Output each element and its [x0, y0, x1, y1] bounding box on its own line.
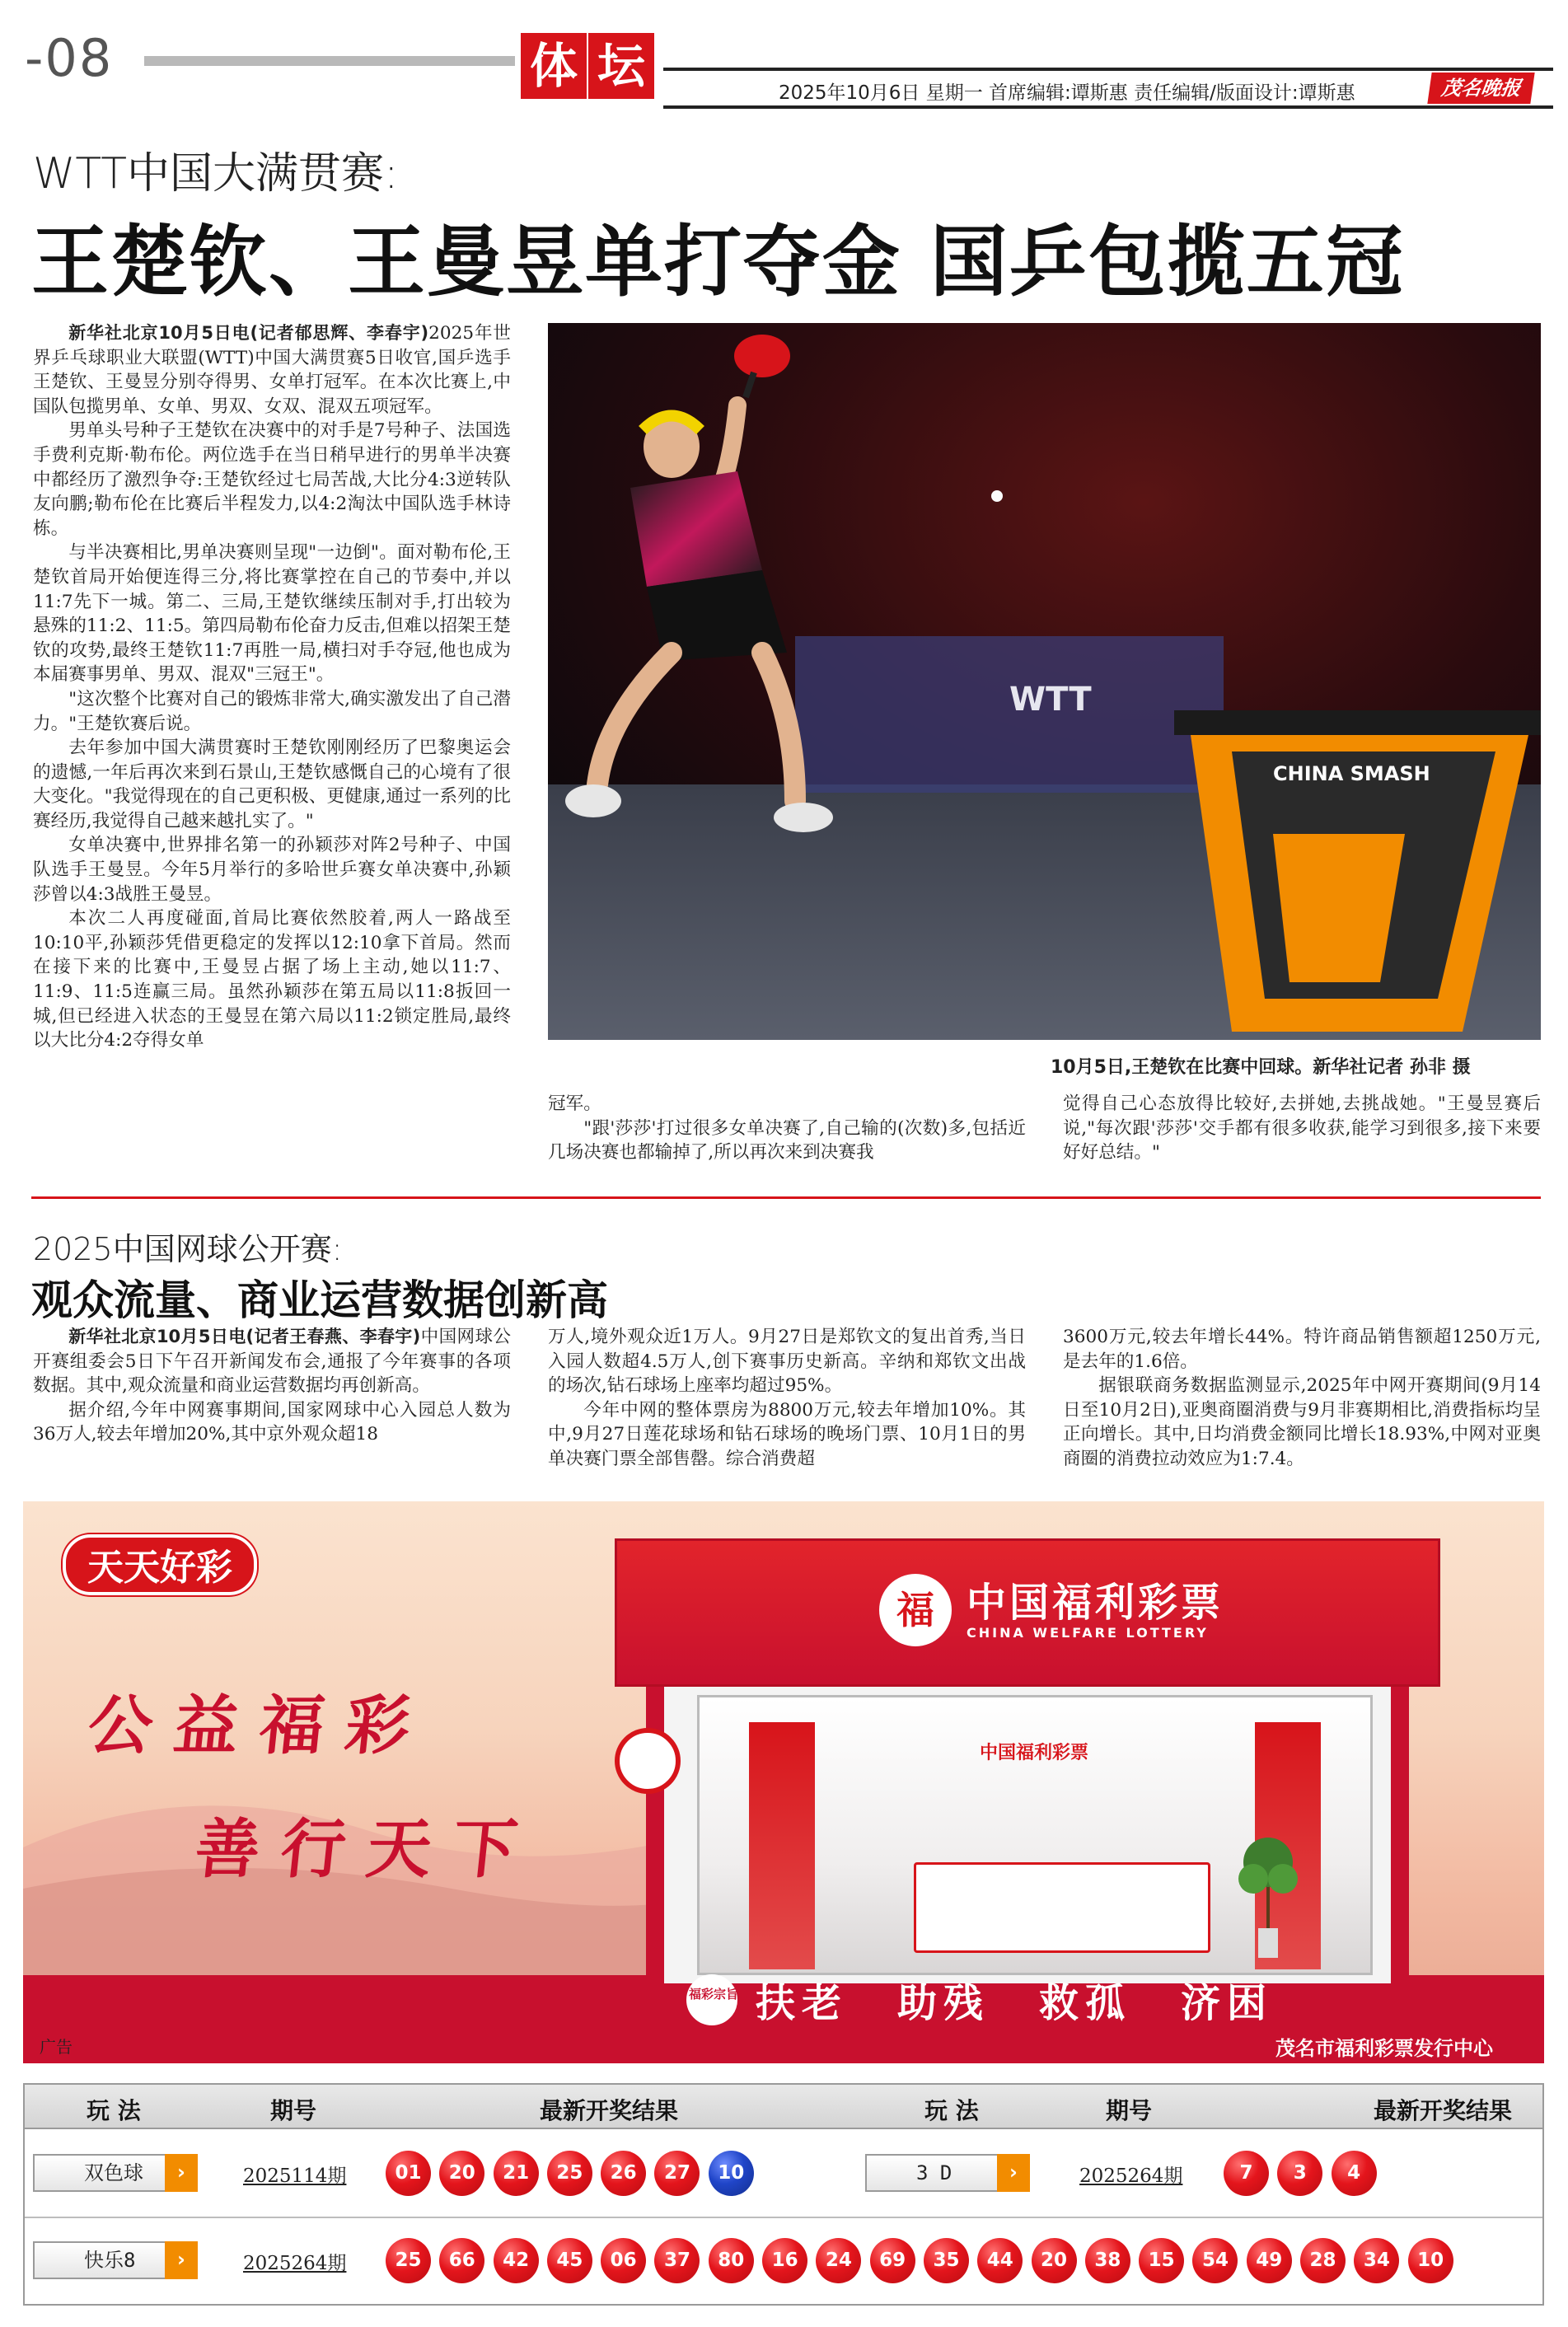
lead-paragraph: "这次整个比赛对自己的锻炼非常大,确实激发出了自己潜力。"王楚钦赛后说。: [33, 688, 511, 734]
red-ball: 16: [762, 2238, 807, 2283]
value-item: 扶老: [756, 1980, 849, 2026]
photo-caption: 10月5日,王楚钦在比赛中回球。新华社记者 孙非 摄: [1051, 1057, 1471, 1078]
header-rule: [144, 56, 515, 66]
red-ball: 28: [1300, 2238, 1346, 2283]
lead-column-right: [1063, 1092, 1541, 1165]
red-ball: 01: [386, 2151, 431, 2196]
lead-paragraph: 男单头号种子王楚钦在决赛中的对手是7号种子、法国选手费利克斯·勒布伦。两位选手在当日稍早进行的男单半决赛中都经历了激烈争夺:王楚钦经过七局苦战,大比分4:3逆转队友向鹏;勒布伦在比赛后半程发力,以4:2淘汰中国队选手林诗栋。: [33, 420, 511, 539]
red-ball: 49: [1247, 2238, 1292, 2283]
store-counter: [914, 1862, 1210, 1953]
red-ball: 10: [1408, 2238, 1453, 2283]
second-paragraph: 今年中网的整体票房为8800万元,较去年增加10%。其中,9月27日莲花球场和钻石球场的晚场门票、10月1日的男单决赛门票全部售罄。综合消费超: [548, 1399, 1026, 1469]
section-title: [521, 33, 653, 107]
section-char-1: 体: [521, 33, 587, 99]
red-ball: 20: [439, 2151, 484, 2196]
lead-paragraph: 去年参加中国大满贯赛时王楚钦刚刚经历了巴黎奥运会的遗憾,一年后再次来到石景山,王楚钦感慨自己的心境有了很大变化。"我觉得现在的自己更积极、更健康,通过一系列的比赛经历,我觉得自己越来越扎实了。": [33, 737, 511, 831]
second-byline: 新华社北京10月5日电(记者王春燕、李春宇): [68, 1327, 421, 1346]
header-result: 最新开奖结果: [540, 2097, 679, 2124]
value-item: 助残: [897, 1980, 990, 2026]
lottery-table-header: [25, 2085, 1542, 2129]
red-ball: 80: [709, 2238, 754, 2283]
store-name-cn: 中国福利彩票: [967, 1579, 1224, 1626]
threed-numbers: [1224, 2151, 1385, 2196]
red-ball: 25: [547, 2151, 592, 2196]
store-round-sign: [615, 1728, 681, 1794]
lottery-advertisement: [23, 1501, 1544, 2063]
red-ball: 7: [1224, 2151, 1269, 2196]
store-wall-logo: 中国福利彩票: [980, 1743, 1089, 1763]
red-ball: 38: [1085, 2238, 1130, 2283]
lead-paragraph: 与半决赛相比,男单决赛则呈现"一边倒"。面对勒布伦,王楚钦首局开始便连得三分,将比赛掌控在自己的节奏中,并以11:7先下一城。第二、三局,王楚钦继续压制对手,打出较为悬殊的11:2、11:5。第四局勒布伦奋力反击,但难以招架王楚钦的攻势,最终王楚钦11:7再胜一局,横扫对手夺冠,他也成为本届赛事男单、男双、混双"三冠王"。: [33, 542, 511, 686]
store-logo: [879, 1574, 1224, 1646]
lead-paragraph-text: 2025年世界乒乓球职业大联盟(WTT)中国大满贯赛5日收官,国乒选手王楚钦、王曼昱分别夺得男、女单打冠军。在本次比赛上,中国队包揽男单、女单、男双、女双、混双五项冠军。: [33, 323, 511, 417]
lead-paragraph: "跟'莎莎'打过很多女单决赛了,自己输的(次数)多,包括近几场决赛也都输掉了,所以再次来到决赛我: [548, 1117, 1026, 1164]
issue-meta: 2025年10月6日 星期一 首席编辑:谭斯惠 责任编辑/版面设计:谭斯惠: [779, 82, 1355, 104]
lead-column-middle: [548, 1092, 1026, 1165]
second-paragraph: 据银联商务数据监测显示,2025年中网开赛期间(9月14日至10月2日),亚奥商圈消费与9月非赛期相比,消费指标均呈正向增长。其中,日均消费金额同比增长18.93%,中网对亚奥商圈的消费拉动效应为1:7.4。: [1063, 1375, 1541, 1469]
store-front: [646, 1687, 1409, 1983]
ad-values-text: [756, 1971, 1322, 2028]
red-ball: 66: [439, 2238, 484, 2283]
header-result-2: 最新开奖结果: [1374, 2097, 1513, 2124]
header-meta-bar: [663, 68, 1553, 109]
lead-paragraph: 女单决赛中,世界排名第一的孙颖莎对阵2号种子、中国队选手王曼昱。今年5月举行的多哈世乒赛女单决赛中,孙颖莎曾以4:3战胜王曼昱。: [33, 835, 511, 905]
game-button-kuaile8[interactable]: [33, 2241, 198, 2279]
red-ball: 25: [386, 2238, 431, 2283]
store-name-en: CHINA WELFARE LOTTERY: [967, 1624, 1209, 1641]
red-ball: 3: [1277, 2151, 1322, 2196]
header-period-2: 期号: [1106, 2097, 1153, 2124]
chevron-right-icon: ›: [165, 2241, 198, 2279]
header-game: 玩 法: [87, 2097, 141, 2124]
red-ball: 42: [494, 2238, 539, 2283]
lead-column-left: [33, 321, 511, 1053]
second-paragraph: [33, 1325, 511, 1398]
red-ball: 34: [1354, 2238, 1399, 2283]
store-shelf: [749, 1722, 815, 1969]
welfare-lottery-logo-icon: 福: [879, 1574, 952, 1646]
second-headline: 观众流量、商业运营数据创新高: [31, 1276, 608, 1324]
lead-paragraph: 冠军。: [548, 1093, 601, 1114]
store-canopy: [615, 1538, 1440, 1687]
period-link-kuaile8[interactable]: 2025264期: [243, 2253, 347, 2274]
red-ball: 54: [1192, 2238, 1238, 2283]
red-ball: 35: [924, 2238, 969, 2283]
lead-byline: 新华社北京10月5日电(记者郁思辉、李春宇): [68, 323, 429, 343]
section-divider: [31, 1196, 1541, 1199]
store-interior: [697, 1695, 1373, 1975]
red-ball: 69: [870, 2238, 915, 2283]
second-paragraph: 据介绍,今年中网赛事期间,国家网球中心入园总人数为36万人,较去年增加20%,其中京外观众超18: [33, 1399, 511, 1445]
lead-paragraph: 本次二人再度碰面,首局比赛依然胶着,两人一路战至10:10平,孙颖莎凭借更稳定的发挥以12:10拿下首局。然而在接下来的比赛中,王曼昱占据了场上主动,她以11:7、11:9、11:5连赢三局。虽然孙颖莎在第五局以11:8扳回一城,但已经进入状态的王曼昱在第六局以11:2锁定胜局,最终以大比分4:2夺得女单: [33, 908, 511, 1051]
section-char-2: 坛: [588, 33, 654, 99]
ad-badge: 天天好彩: [63, 1534, 257, 1595]
lead-paragraph: 觉得自己心态放得比较好,去拼她,去挑战她。"王曼昱赛后说,"每次跟'莎莎'交手都有很多收获,能学习到很多,接下来要好好总结。": [1063, 1093, 1541, 1164]
game-name: 3 D: [916, 2161, 953, 2184]
second-kicker: 2025中国网球公开赛:: [33, 1231, 343, 1267]
red-ball: 15: [1139, 2238, 1184, 2283]
welfare-purpose-icon: 福彩宗旨: [686, 1974, 737, 2025]
second-paragraph-text: 中国网球公开赛组委会5日下午召开新闻发布会,通报了今年赛事的各项数据。其中,观众流量和商业运营数据均再创新高。: [33, 1327, 511, 1397]
photo-banner: CHINA SMASH: [1273, 762, 1430, 785]
red-ball: 4: [1332, 2151, 1377, 2196]
masthead-logo: 茂名晚报: [1427, 73, 1534, 104]
red-ball: 45: [547, 2238, 592, 2283]
ad-slogan-1: 公益福彩: [84, 1688, 436, 1763]
table-tennis-photo: [548, 323, 1541, 1040]
period-link-3d[interactable]: 2025264期: [1079, 2165, 1183, 2187]
row-separator: [25, 2217, 1542, 2218]
ad-values: [686, 1971, 1322, 2028]
game-name: 快乐8: [84, 2249, 136, 2272]
red-ball: 27: [654, 2151, 700, 2196]
blue-ball: 10: [709, 2151, 754, 2196]
value-item: 救孤: [1039, 1980, 1132, 2026]
header-period: 期号: [270, 2097, 317, 2124]
plant-icon: [1235, 1821, 1301, 1961]
kuaile8-numbers: [386, 2238, 1462, 2283]
lottery-results-table: [23, 2083, 1544, 2306]
lead-photo: [548, 323, 1541, 1040]
period-link-shuangseqiu[interactable]: 2025114期: [243, 2165, 347, 2187]
page-number: -08: [25, 28, 114, 88]
lead-kicker: WTT中国大满贯赛:: [33, 149, 399, 199]
red-ball: 24: [816, 2238, 861, 2283]
photo-logo: WTT: [1009, 681, 1092, 719]
second-paragraph: 万人,境外观众近1万人。9月27日是郑钦文的复出首秀,当日入园人数超4.5万人,创下赛事历史新高。辛纳和郑钦文出战的场次,钻石球场上座率均超过95%。: [548, 1327, 1026, 1397]
ad-slogan-2: 善行天下: [191, 1812, 543, 1887]
second-paragraph: 3600万元,较去年增长44%。特许商品销售额超1250万元,是去年的1.6倍。: [1063, 1327, 1541, 1372]
ad-label: 广告: [40, 2037, 73, 2057]
lead-paragraph: [33, 321, 511, 419]
second-column-2: [548, 1325, 1026, 1472]
lottery-store-illustration: [615, 1538, 1440, 1983]
header-game-2: 玩 法: [924, 2097, 979, 2124]
chevron-right-icon: ›: [165, 2154, 198, 2192]
red-ball: 21: [494, 2151, 539, 2196]
red-ball: 26: [601, 2151, 646, 2196]
second-column-1: [33, 1325, 511, 1447]
chevron-right-icon: ›: [997, 2154, 1030, 2192]
red-ball: 06: [601, 2238, 646, 2283]
game-button-shuangseqiu[interactable]: [33, 2154, 198, 2192]
value-item: 济困: [1181, 1980, 1274, 2026]
game-name: 双色球: [84, 2161, 143, 2184]
ad-issuer: 茂名市福利彩票发行中心: [1275, 2037, 1493, 2060]
red-ball: 44: [977, 2238, 1023, 2283]
red-ball: 37: [654, 2238, 700, 2283]
shuangseqiu-numbers: [386, 2151, 762, 2196]
red-ball: 20: [1032, 2238, 1077, 2283]
game-button-3d[interactable]: [865, 2154, 1030, 2192]
second-column-3: [1063, 1325, 1541, 1472]
lead-headline: 王楚钦、王曼昱单打夺金 国乒包揽五冠: [31, 218, 1405, 307]
